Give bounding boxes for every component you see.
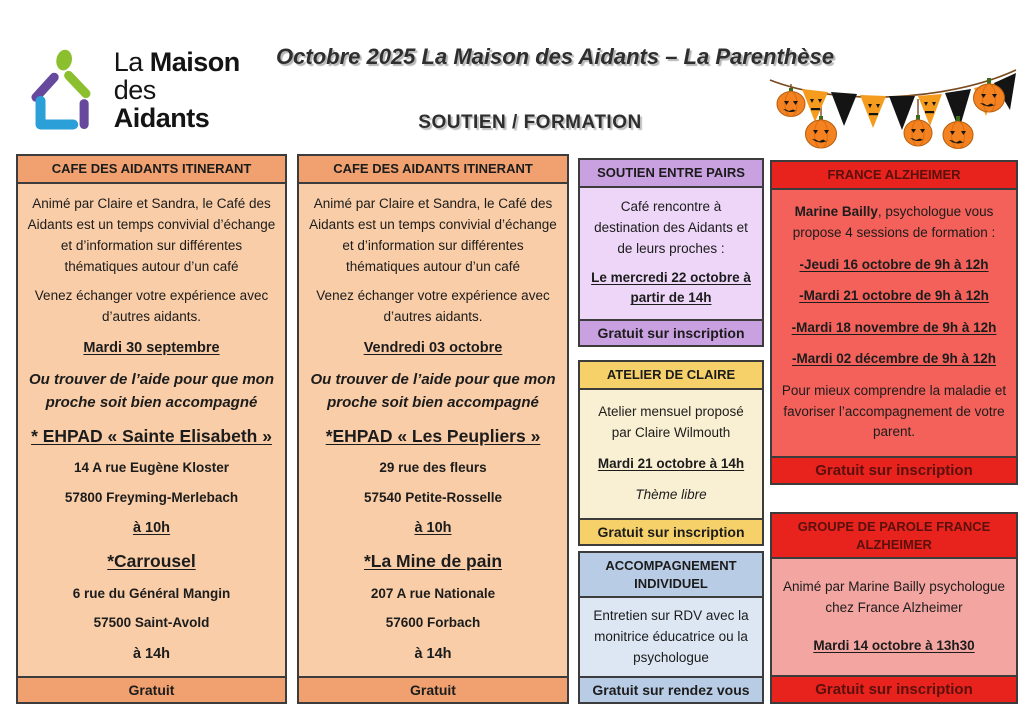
- cafe2-intro2: Venez échanger votre expérience avec d’autres aidants.: [316, 288, 550, 325]
- atelier-de-claire-box: [578, 360, 764, 546]
- falz-outro: Pour mieux comprendre la maladie et favoriser l’accompagnement de votre parent.: [781, 382, 1007, 440]
- box-footer: Gratuit sur inscription: [580, 319, 762, 345]
- logo-word-des: des: [113, 74, 156, 105]
- cafe2-venue1-time: à 10h: [414, 520, 452, 537]
- cafe1-venue2-time: à 14h: [132, 645, 171, 662]
- house-person-logo-icon: [26, 43, 108, 137]
- cafe1-date: Mardi 30 septembre: [83, 339, 220, 356]
- box-footer: Gratuit sur inscription: [772, 675, 1016, 702]
- halloween-garland-icon: [766, 58, 1020, 160]
- cafe1-theme: Ou trouver de l’aide pour que mon proche soit bien accompagné: [28, 370, 275, 411]
- falz-session-2: -Mardi 21 octobre de 9h à 12h: [799, 288, 989, 304]
- box-body: [580, 188, 762, 319]
- box-footer: Gratuit sur inscription: [580, 518, 762, 544]
- cafe-aidants-itinerant-box-1: [16, 154, 287, 704]
- cafe1-venue2-addr2: 57500 Saint-Avold: [93, 615, 210, 631]
- cafe2-date: Vendredi 03 octobre: [363, 339, 503, 356]
- claire-theme: Thème libre: [635, 486, 707, 502]
- accompagnement-individuel-box: [578, 551, 764, 704]
- cafe2-venue2-name: *La Mine de pain: [363, 551, 503, 572]
- box-footer: Gratuit: [18, 676, 285, 702]
- box-header: GROUPE DE PAROLE FRANCE ALZHEIMER: [772, 514, 1016, 559]
- box-header: ACCOMPAGNEMENT INDIVIDUEL: [580, 553, 762, 598]
- box-body: [772, 190, 1016, 456]
- box-body: [580, 598, 762, 676]
- cafe1-venue1-time: à 10h: [132, 520, 171, 537]
- cafe1-venue1-addr1: 14 A rue Eugène Kloster: [73, 460, 230, 476]
- maison-aidants-logo: [26, 40, 248, 140]
- gparole-date: Mardi 14 octobre à 13h30: [813, 637, 975, 653]
- pairs-date: Le mercredi 22 octobre à partir de 14h: [591, 269, 751, 306]
- cafe2-venue1-addr1: 29 rue des fleurs: [379, 460, 487, 476]
- cafe2-venue2-addr2: 57600 Forbach: [385, 615, 481, 631]
- gparole-intro: Animé par Marine Bailly psychologue chez France Alzheimer: [782, 579, 1006, 616]
- claire-date: Mardi 21 octobre à 14h: [597, 455, 745, 471]
- falz-session-1: -Jeudi 16 octobre de 9h à 12h: [799, 256, 989, 272]
- page-subtitle: SOUTIEN / FORMATION: [418, 112, 642, 133]
- groupe-de-parole-box: [770, 512, 1018, 704]
- page-title: Octobre 2025 La Maison des Aidants – La Parenthèse: [276, 44, 834, 69]
- box-header: ATELIER DE CLAIRE: [580, 362, 762, 390]
- box-footer: Gratuit sur inscription: [772, 456, 1016, 483]
- falz-session-4: -Mardi 02 décembre de 9h à 12h: [791, 351, 997, 367]
- cafe1-venue2-addr1: 6 rue du Général Mangin: [72, 585, 231, 601]
- cafe2-venue1-addr2: 57540 Petite-Rosselle: [363, 489, 503, 505]
- cafe2-venue1-name: *EHPAD « Les Peupliers »: [325, 425, 541, 446]
- logo-word-aidants: Aidants: [113, 103, 210, 134]
- falz-intro-name: Marine Bailly: [794, 204, 878, 220]
- box-header: FRANCE ALZHEIMER: [772, 162, 1016, 190]
- logo-word-la: La: [113, 46, 150, 77]
- cafe1-intro2: Venez échanger votre expérience avec d’autres aidants.: [34, 288, 269, 325]
- france-alzheimer-box: [770, 160, 1018, 485]
- box-body: [18, 184, 285, 676]
- cafe-aidants-itinerant-box-2: [297, 154, 569, 704]
- cafe1-venue2-name: *Carrousel: [107, 551, 196, 572]
- cafe2-venue2-addr1: 207 A rue Nationale: [370, 585, 496, 601]
- box-header: CAFE DES AIDANTS ITINERANT: [18, 156, 285, 184]
- falz-session-3: -Mardi 18 novembre de 9h à 12h: [791, 319, 997, 335]
- pairs-intro: Café rencontre à destination des Aidants et de leurs proches :: [594, 199, 748, 256]
- logo-word-maison: Maison: [149, 46, 240, 77]
- box-footer: Gratuit sur rendez vous: [580, 676, 762, 702]
- box-header: SOUTIEN ENTRE PAIRS: [580, 160, 762, 188]
- claire-intro: Atelier mensuel proposé par Claire Wilmouth: [598, 403, 744, 440]
- accomp-intro: Entretien sur RDV avec la monitrice éducatrice ou la psychologue: [593, 607, 749, 665]
- cafe2-venue2-time: à 14h: [414, 645, 452, 662]
- box-body: [299, 184, 567, 676]
- box-header: CAFE DES AIDANTS ITINERANT: [299, 156, 567, 184]
- box-footer: Gratuit: [299, 676, 567, 702]
- falz-intro-rest: , psychologue vous propose 4 sessions de formation :: [792, 204, 996, 241]
- cafe1-venue1-addr2: 57800 Freyming-Merlebach: [64, 489, 239, 505]
- box-body: [580, 390, 762, 518]
- cafe2-theme: Ou trouver de l’aide pour que mon proche soit bien accompagné: [310, 370, 556, 411]
- box-body: [772, 559, 1016, 675]
- cafe2-intro: Animé par Claire et Sandra, le Café des Aidants est un temps convivial d’échange et d’information sur différentes thématiques autour d’un café: [309, 196, 557, 274]
- cafe1-venue1-name: * EHPAD « Sainte Elisabeth »: [31, 425, 272, 446]
- falz-intro: [780, 202, 1008, 244]
- logo-wordmark: [114, 48, 248, 132]
- soutien-entre-pairs-box: [578, 158, 764, 347]
- cafe1-intro: Animé par Claire et Sandra, le Café des Aidants est un temps convivial d’échange et d’information sur différentes thématiques autour d’un café: [27, 196, 276, 274]
